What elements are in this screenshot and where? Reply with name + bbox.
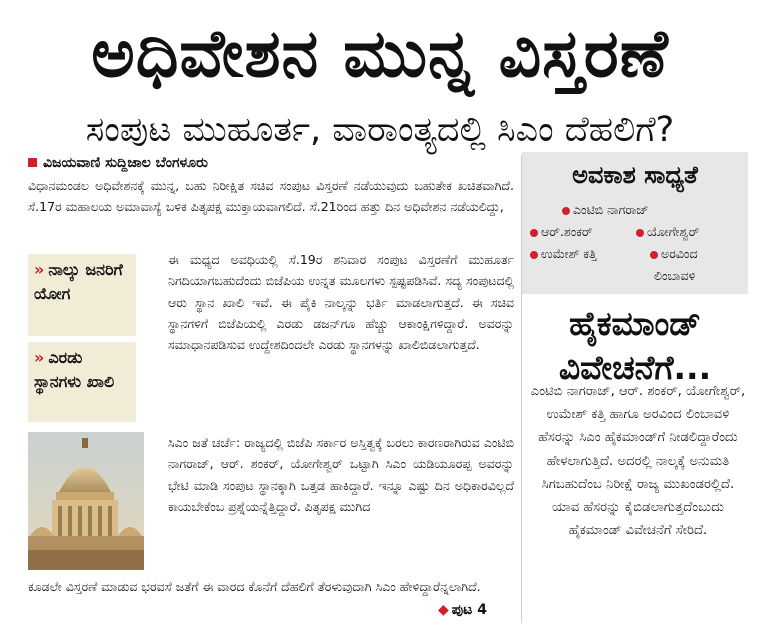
- highcommand-body: ಎಂಟಿಬಿ ನಾಗರಾಜ್, ಆರ್. ಶಂಕರ್, ಯೋಗೇಶ್ವರ್, ಉಮೇಶ್ ಕತ್ತಿ ಹಾಗೂ ಅರವಿಂದ ಲಿಂಬಾವಳಿ ಹೆಸರನ್ನು ಸಿಎಂ ಹೈಕಮಾಂಡ್‌ಗೆ ನೀಡಲಿದ್ದಾರೆಂದು ಹೇಳಲಾಗುತ್ತಿದೆ. ಅದರಲ್ಲಿ ನಾಲ್ಕಕ್ಕೆ ಅನುಮತಿ ಸಿಗಬಹುದೆಂಬ ನಿರೀಕ್ಷೆ ರಾಜ್ಯ ಮುಖಂಡರಲ್ಲಿದೆ. ಯಾವ ಹೆಸರನ್ನು ಕೈಬಿಡಲಾಗುತ್ತದೆಂಬುದು ಹೈಕಮಾಂಡ್ ವಿವೇಚನೆಗೆ ಸೇರಿದೆ.: [530, 384, 746, 539]
- sidebar-point-1: [28, 254, 136, 336]
- article-paragraph-top: ವಿಧಾನಮಂಡಲ ಅಧಿವೇಶನಕ್ಕೆ ಮುನ್ನ, ಬಹು ನಿರೀಕ್ಷಿತ ಸಚಿವ ಸಂಪುಟ ವಿಸ್ತರಣೆ ನಡೆಯುವುದು ಬಹುತೇಕ ಖಚಿತವಾಗಿದೆ. ಸೆ.17ರ ಮಹಾಲಯ ಅಮಾವಾಸ್ಯೆ ಬಳಿಕ ಪಿತೃಪಕ್ಷ ಮುಕ್ತಾಯವಾಗಲಿದೆ. ಸೆ.21ರಿಂದ ಹತ್ತು ದಿನ ಅಧಿವೇಶನ ನಡೆಯಲಿದ್ದು,: [28, 178, 514, 215]
- candidate-name: ಅರವಿಂದ: [650, 244, 698, 264]
- byline-text: ವಿಜಯವಾಣಿ ಸುದ್ದಿಜಾಲ ಬೆಂಗಳೂರು: [43, 155, 208, 171]
- article-paragraph-lower: ಸಿಎಂ ಜತೆ ಚರ್ಚೆ: ರಾಜ್ಯದಲ್ಲಿ ಬಿಜೆಪಿ ಸರ್ಕಾರ ಅಸ್ತಿತ್ವಕ್ಕೆ ಬರಲು ಕಾರಣರಾಗಿರುವ ಎಂಟಿಬಿ ನಾಗರಾಜ್, ಆರ್. ಶಂಕರ್, ಯೋಗೇಶ್ವರ್ ಒಟ್ಟಾಗಿ ಸಿಎಂ ಯಡಿಯೂರಪ್ಪ ಅವರನ್ನು ಭೇಟಿ ಮಾಡಿ ಸಂಪುಟ ಸ್ಥಾನಕ್ಕಾಗಿ ಒತ್ತಡ ಹಾಕಿದ್ದಾರೆ. ಇನ್ನೂ ಎಷ್ಟು ದಿನ ಅಧಿಕಾರವಿಲ್ಲದೆ ಕಾಯಬೇಕೆಂಬ ಪ್ರಶ್ನೆಯನ್ನೆತ್ತಿದ್ದಾರೆ. ಪಿತೃಪಕ್ಷ ಮುಗಿದ: [168, 435, 514, 514]
- bullet-icon: [636, 229, 644, 237]
- byline: [28, 154, 208, 172]
- arrow-right-icon: ◆: [438, 602, 449, 618]
- highcommand-heading: ಹೈಕಮಾಂಡ್ ವಿವೇಚನೆಗೆ...: [558, 304, 712, 387]
- chances-title: ಅವಕಾಶ ಸಾಧ್ಯತೆ: [572, 161, 698, 189]
- bullet-icon: [530, 251, 538, 259]
- headline: ಅಧಿವೇಶನ ಮುನ್ನ ವಿಸ್ತರಣೆ: [91, 15, 669, 92]
- continued-link[interactable]: [438, 602, 487, 618]
- subheadline: ಸಂಪುಟ ಮುಹೂರ್ತ, ವಾರಾಂತ್ಯದಲ್ಲಿ ಸಿಎಂ ದೆಹಲಿಗೆ?: [85, 110, 675, 150]
- chances-box: [522, 152, 748, 294]
- candidate-name: ಆರ್.ಶಂಕರ್: [530, 222, 593, 242]
- arrow-icon: »: [34, 260, 45, 279]
- candidate-name: ಯೋಗೇಶ್ವರ್: [636, 222, 699, 242]
- article-paragraph-middle: ಈ ಮಧ್ಯದ ಅವಧಿಯಲ್ಲಿ ಸೆ.19ರ ಶನಿವಾರ ಸಂಪುಟ ವಿಸ್ತರಣೆಗೆ ಮುಹೂರ್ತ ನಿಗದಿಯಾಗಬಹುದೆಂದು ಬಿಜೆಪಿಯ ಉನ್ನತ ಮೂಲಗಳು ಸ್ಪಷ್ಟಪಡಿಸಿವೆ. ಸದ್ಯ ಸಂಪುಟದಲ್ಲಿ ಆರು ಸ್ಥಾನ ಖಾಲಿ ಇವೆ. ಈ ಪೈಕಿ ನಾಲ್ಕನ್ನು ಭರ್ತಿ ಮಾಡಲಾಗುತ್ತದೆ. ಈ ಸಚಿವ ಸ್ಥಾನಗಳಿಗೆ ಬಿಜೆಪಿಯಲ್ಲಿ ಎರಡು ಡಜನ್‌ಗೂ ಹೆಚ್ಚು ಆಕಾಂಕ್ಷಿಗಳಿದ್ದಾರೆ. ಅವರನ್ನು ಸಮಾಧಾನಪಡಿಸುವ ಉದ್ದೇಶದಿಂದಲೇ ಎರಡು ಸ್ಥಾನಗಳನ್ನು ಖಾಲಿಬಿಡಲಾಗುತ್ತದೆ.: [168, 252, 514, 353]
- byline-marker: [28, 158, 37, 167]
- bullet-icon: [530, 229, 538, 237]
- continued-page: ಪುಟ 4: [451, 602, 487, 618]
- arrow-icon: »: [34, 348, 45, 367]
- candidate-name: ಎಂಟಿಬಿ ನಾಗರಾಜ್: [562, 200, 649, 220]
- bullet-icon: [650, 251, 658, 259]
- candidate-name-continued: ಲಿಂಬಾವಳಿ: [654, 268, 696, 283]
- candidate-name: ಉಮೇಶ್ ಕತ್ತಿ: [530, 244, 597, 264]
- sidebar-point-2: [28, 342, 136, 422]
- sidebar-point-text: ಎರಡು ಸ್ಥಾನಗಳು ಖಾಲಿ: [34, 348, 115, 391]
- article-paragraph-bottom: ಕೂಡಲೇ ವಿಸ್ತರಣೆ ಮಾಡುವ ಭರವಸೆ ಜತೆಗೆ ಈ ವಾರದ ಕೊನೆಗೆ ದೆಹಲಿಗೆ ತೆರಳುವುದಾಗಿ ಸಿಎಂ ಹೇಳಿದ್ದಾರೆನ್ನಲಾಗಿದೆ.: [28, 579, 481, 594]
- vidhana-soudha-photo: [28, 432, 144, 570]
- sidebar-point-text: ನಾಲ್ಕು ಜನರಿಗೆ ಯೋಗ: [34, 260, 123, 303]
- bullet-icon: [562, 207, 570, 215]
